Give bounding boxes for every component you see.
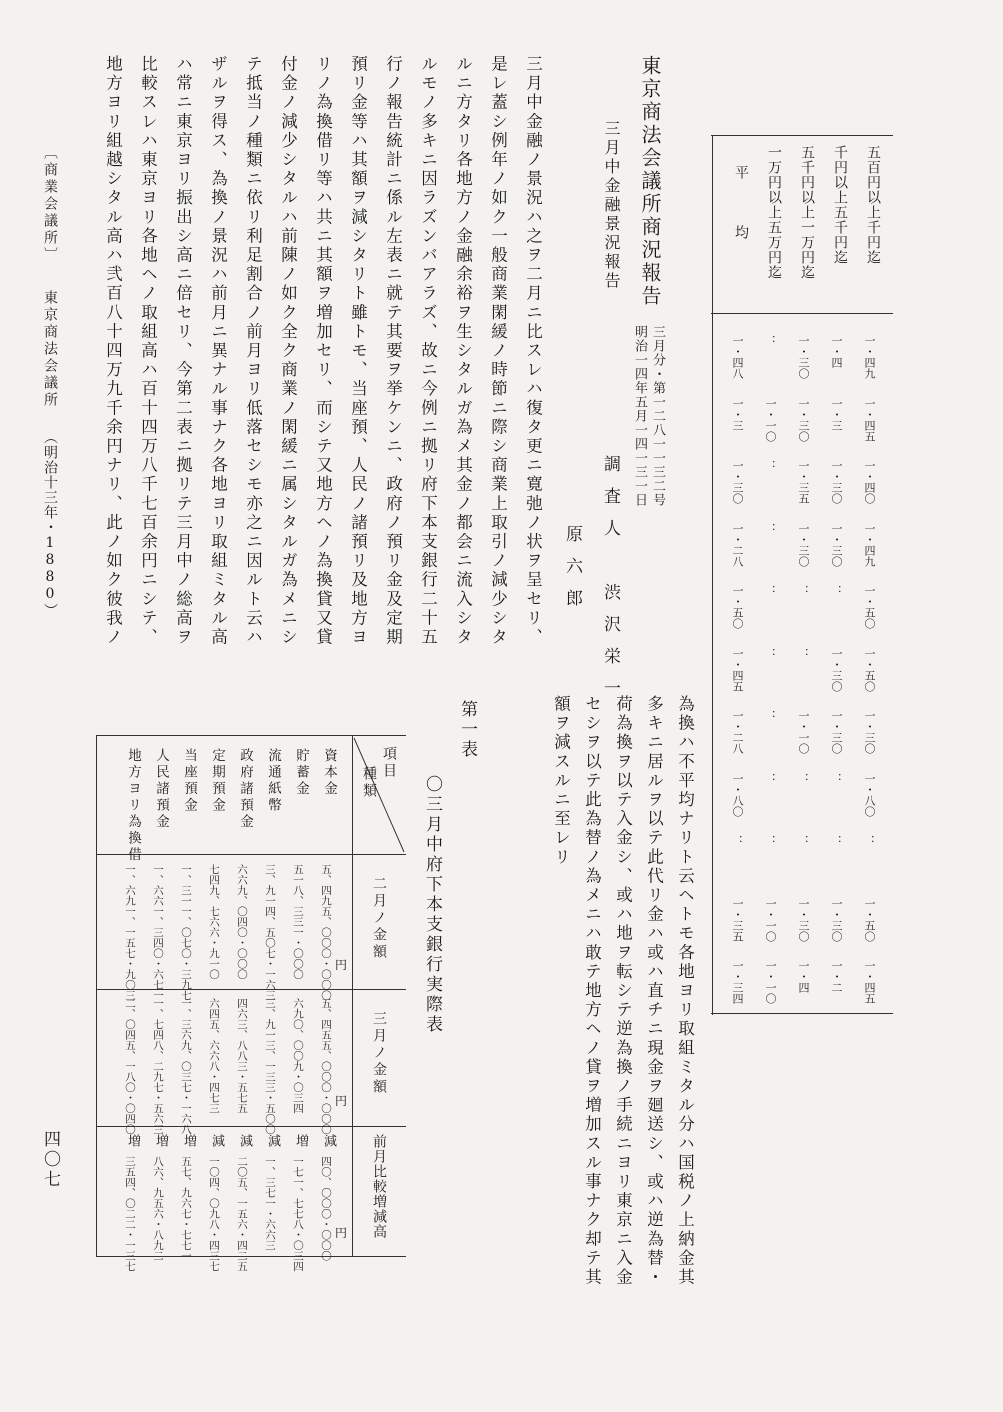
- diff-amount: 三五四、〇二二・一三七: [124, 1156, 136, 1272]
- diff-amount: 一七一、七七八・〇三四: [292, 1156, 304, 1272]
- mar-amount: 六九〇、〇〇九・〇三四: [292, 998, 304, 1114]
- rate-cell: ：: [797, 835, 810, 846]
- rate-cell: 一・五〇: [863, 585, 876, 629]
- feb-amount: 一、三一一、〇七〇・三九七: [180, 864, 192, 1001]
- rate-cell: ：: [797, 647, 810, 659]
- mar-amount: 二、〇四五、一八〇・〇四〇: [124, 998, 136, 1135]
- text-line: 額ヲ減スルニ至レリ: [551, 695, 571, 867]
- feb-amount: 一、六六一、三四〇・六七一: [152, 864, 164, 1001]
- text-line: 地方ヨリ組越シタル高ハ弐百八十四万九千余円ナリ、此ノ如ク彼我ノ: [103, 55, 123, 648]
- diff-direction: 減: [237, 1134, 252, 1147]
- rate-cell: 一・三五: [797, 460, 810, 504]
- mar-amount: 六四五、六六八・四七三: [208, 998, 220, 1114]
- diff-amount: 二〇五、一五六・四二五: [236, 1156, 248, 1272]
- mar-amount: 五、四五五、〇〇〇・〇〇〇: [320, 998, 332, 1135]
- row-name: 人民諸預金: [153, 748, 169, 831]
- rate-cell: 一・三: [830, 397, 843, 431]
- col-header: 三月ノ金額: [371, 1011, 387, 1096]
- table-rule: [711, 1013, 893, 1014]
- row-name: 政府諸預金: [237, 748, 253, 831]
- rate-cell: 一・三四: [731, 960, 744, 1004]
- text-line: リノ為換借リ等ハ共ニ其額ヲ増加セリ、而シテ又地方ヘノ為換貸又貸: [313, 55, 333, 648]
- row-name: 貯蓄金: [293, 748, 309, 798]
- rate-cell: 一・四五: [863, 960, 876, 1004]
- feb-amount: 三、九一四、五〇七・一六三: [264, 864, 276, 1001]
- text-line: テ抵当ノ種類ニ依リ利足割合ノ前月ヨリ低落セシモ亦之ニ因ルト云ハ: [243, 55, 263, 648]
- rate-cell: 一・五〇: [863, 897, 876, 942]
- rate-cell: 一・三〇: [797, 897, 810, 942]
- source-year: （明治十三年・1880）: [42, 430, 58, 618]
- rate-cell: 一・三〇: [863, 710, 876, 754]
- rate-cell: 一・四五: [731, 647, 744, 692]
- rate-cell: ：: [797, 585, 810, 596]
- feb-amount: 五一八、三三一・〇〇〇: [292, 864, 304, 980]
- rate-cell: ：: [764, 585, 777, 596]
- row-name: 流通紙幣: [265, 748, 281, 814]
- feb-amount: 五、四九五、〇〇〇・〇〇〇: [320, 864, 332, 1001]
- page-number: 四〇七: [40, 1130, 60, 1190]
- rate-cell: 一・四五: [863, 397, 876, 442]
- diff-amount: 八六、九五六・八九二: [152, 1156, 164, 1261]
- diff-amount: 五七、九六七・七七一: [180, 1156, 192, 1261]
- rate-cell: ：: [830, 835, 843, 846]
- col-header: 二月ノ金額: [371, 876, 387, 961]
- rate-cell: ：: [830, 772, 843, 784]
- issue-line: 明治一四年五月一四一三一日: [632, 325, 647, 507]
- text-line: 多キニ居ルヲ以テ此代リ金ハ或ハ直チニ現金ヲ廻送シ、或ハ逆為替・: [644, 695, 664, 1288]
- rate-cell: ：: [764, 460, 777, 471]
- diff-direction: 減: [209, 1134, 224, 1147]
- corner-top: 項目: [381, 746, 397, 780]
- table-title: 〇三月中府下本支銀行実際表: [422, 775, 442, 1035]
- diff-direction: 増: [181, 1134, 196, 1147]
- rate-cell: 一・三〇: [797, 397, 810, 442]
- rate-cell: 一・三〇: [731, 460, 744, 504]
- rate-cell: ：: [797, 772, 810, 784]
- table-rule: [97, 1126, 406, 1127]
- text-line: 比較スレハ東京ヨリ各地ヘノ取組高ハ百十四万八千七百余円ニシテ、: [138, 55, 158, 648]
- row-name: 当座預金: [181, 748, 197, 814]
- issue-line: 三月分・第一二八一一三二号: [650, 325, 665, 507]
- rate-cell: 一・五〇: [863, 647, 876, 692]
- bank-balance-table: [96, 735, 406, 1272]
- rate-cell: 一・四九: [863, 335, 876, 379]
- text-line: 行ノ報告統計ニ係ル左表ニ就テ其要ヲ挙ケンニ、政府ノ預リ金及定期: [383, 55, 403, 648]
- row-label: 五千円以上一万円迄: [799, 145, 815, 280]
- row-label: 一万円以上五万円迄: [766, 145, 782, 280]
- corner-bottom: 種類: [361, 766, 377, 800]
- rate-cell: ：: [764, 772, 777, 784]
- table-rule: [711, 135, 893, 136]
- rate-cell: 一・二八: [731, 710, 744, 754]
- rate-cell: 一・三〇: [830, 522, 843, 567]
- rate-cell: ：: [731, 835, 744, 846]
- rate-cell: 一・一〇: [764, 897, 777, 942]
- author: 調査人 渋沢栄一: [600, 455, 620, 711]
- text-line: ルモノ多キニ因ラズンバアラズ、故ニ今例ニ拠リ府下本支銀行二十五: [418, 55, 438, 648]
- diff-direction: 減: [321, 1134, 336, 1147]
- rate-cell: 一・三〇: [797, 335, 810, 379]
- mar-amount: 四六三、八八三・五七五: [236, 998, 248, 1114]
- unit-mark: 円: [335, 958, 348, 972]
- rate-cell: 一・一〇: [797, 710, 810, 754]
- diff-amount: 一〇四、〇九八・四三七: [208, 1156, 220, 1272]
- diff-direction: 増: [125, 1134, 140, 1147]
- rate-cell: 一・三五: [731, 897, 744, 942]
- rate-cell: ：: [764, 835, 777, 846]
- feb-amount: 六六九、〇四〇・〇〇〇: [236, 864, 248, 980]
- diff-direction: 増: [153, 1134, 168, 1147]
- rate-cell: ：: [764, 710, 777, 721]
- rate-cell: ：: [764, 522, 777, 534]
- rate-cell: 一・三〇: [830, 647, 843, 692]
- text-line: 是レ蓋シ例年ノ如ク一般商業閑緩ノ時節ニ際シ商業上取引ノ減少シタ: [488, 55, 508, 648]
- rate-cell: 一・五〇: [731, 585, 744, 629]
- text-line: ルニ方タリ各地方ノ金融余裕ヲ生シタルガ為メ其金ノ都会ニ流入シタ: [453, 55, 473, 648]
- feb-amount: 一、六九一、一五七・九〇三: [124, 864, 136, 1001]
- text-line: 為換ハ不平均ナリト云ヘトモ各地ヨリ取組ミタル分ハ国税ノ上納金其: [675, 695, 695, 1288]
- rate-cell: 一・四: [797, 960, 810, 993]
- rate-cell: 一・三〇: [830, 460, 843, 504]
- text-line: セシヲ以テ此為替ノ為メニハ敢テ地方ヘノ貸ヲ増加スル事ナク却テ其: [582, 695, 602, 1288]
- rate-cell: 一・二八: [731, 522, 744, 567]
- mar-amount: 三、九一三、一三三・五〇〇: [264, 998, 276, 1135]
- row-name: 定期預金: [209, 748, 225, 814]
- mar-amount: 一、七四八、二九七・五六三: [152, 998, 164, 1135]
- rate-cell: 一・八〇: [731, 772, 744, 817]
- diff-amount: 一、三七一・六六三: [264, 1156, 276, 1251]
- text-line: ザルヲ得ス、為換ノ景況ハ前月ニ異ナル事ナク各地ヨリ取組ミタル高: [208, 55, 228, 648]
- rate-cell: 一・一〇: [764, 960, 777, 1004]
- rate-cell: 一・三〇: [830, 897, 843, 942]
- rate-cell: 一・一〇: [764, 397, 777, 442]
- text-line: 付金ノ減少シタルハ前陳ノ如ク全ク商業ノ閑緩ニ属シタルガ為メニシ: [278, 55, 298, 648]
- table-rule: [97, 989, 406, 990]
- unit-mark: 円: [335, 1094, 348, 1108]
- rate-cell: 一・八〇: [863, 772, 876, 817]
- rate-cell: 一・四九: [863, 522, 876, 567]
- text-line: 三月中金融ノ景況ハ之ヲ二月ニ比スレハ復タ更ニ寛弛ノ状ヲ呈セリ、: [523, 55, 543, 648]
- row-label: 平 均: [733, 165, 749, 240]
- rate-cell: 一・四〇: [863, 460, 876, 504]
- row-name: 資本金: [321, 748, 337, 798]
- table-rule: [711, 313, 893, 314]
- rate-cell: ：: [863, 835, 876, 846]
- table-label: 第一表: [457, 700, 477, 760]
- mar-amount: 一、三六九、〇三七・一六八: [180, 998, 192, 1135]
- source-org: 東京商法会議所: [42, 290, 58, 409]
- upper-rate-table: [712, 135, 893, 1015]
- report-title: 東京商法会議所商況報告: [638, 55, 662, 308]
- diff-direction: 増: [293, 1134, 308, 1147]
- report-subtitle: 三月中金融景況報告: [602, 120, 621, 291]
- rate-cell: 一・四八: [731, 335, 744, 379]
- rate-cell: ：: [764, 647, 777, 659]
- rate-cell: ：: [764, 335, 777, 346]
- source-tag: 〔商業会議所〕: [42, 145, 58, 264]
- unit-mark: 円: [335, 1226, 348, 1240]
- text-line: 預リ金等ハ其額ヲ減シタリト雖トモ、当座預、人民ノ諸預リ及地方ヨ: [348, 55, 368, 648]
- row-name: 地方ヨリ為換借: [125, 748, 141, 864]
- rate-cell: 一・四: [830, 335, 843, 368]
- row-label: 千円以上五千円迄: [832, 145, 848, 265]
- text-line: 荷為換ヲ以テ入金シ、或ハ地ヲ転シテ逆為換ノ手続ニヨリ東京ニ入金: [613, 695, 633, 1288]
- rate-cell: 一・三: [731, 397, 744, 431]
- author: 原六郎: [562, 525, 582, 621]
- rate-cell: 一・二: [830, 960, 843, 993]
- row-label: 五百円以上千円迄: [865, 145, 881, 265]
- diff-direction: 減: [265, 1134, 280, 1147]
- text-line: ハ常ニ東京ヨリ振出シ高ニ倍セリ、今第二表ニ拠リテ三月中ノ総高ヲ: [173, 55, 193, 648]
- diff-amount: 四〇、〇〇〇・〇〇〇: [320, 1156, 332, 1261]
- table-rule: [97, 854, 406, 855]
- col-header: 前月比較増減高: [371, 1134, 387, 1239]
- feb-amount: 七四九、七六六・九一〇: [208, 864, 220, 980]
- rate-cell: 一・三〇: [830, 710, 843, 754]
- rate-cell: 一・三〇: [797, 522, 810, 567]
- rate-cell: ：: [830, 585, 843, 596]
